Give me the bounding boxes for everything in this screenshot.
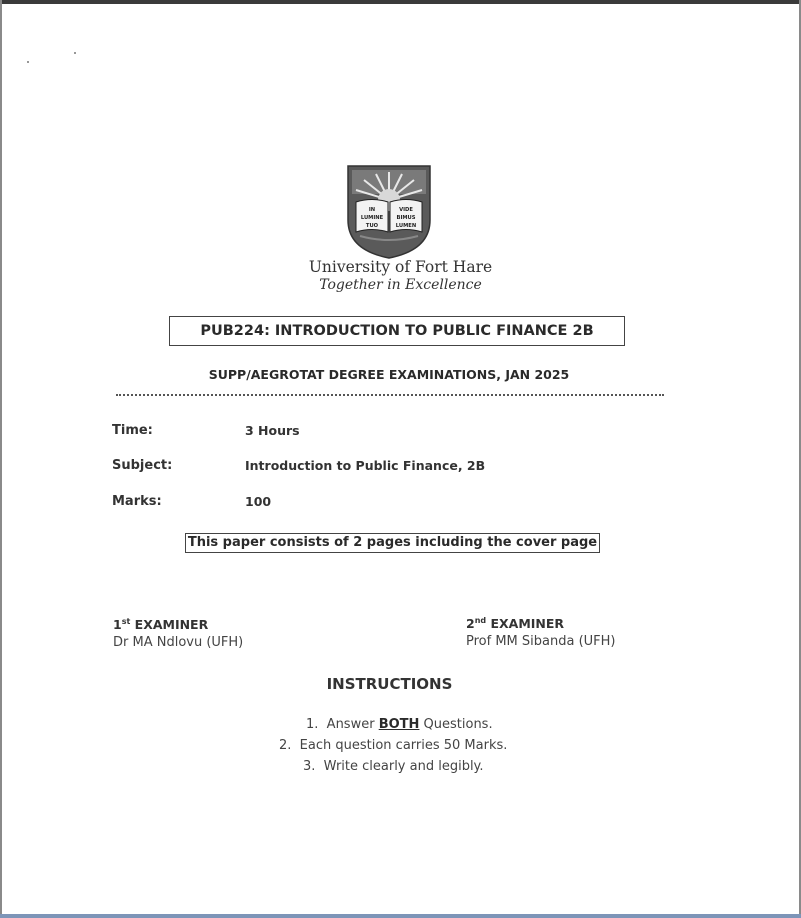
marks-label: Marks: [112, 494, 162, 509]
scan-speck [27, 61, 29, 63]
first-examiner-number: 1 [113, 617, 122, 633]
page-left-border [0, 0, 2, 918]
marks-value: 100 [245, 494, 272, 509]
first-examiner-label: EXAMINER [134, 617, 209, 633]
time-label: Time: [112, 423, 153, 438]
crest-text-in: IN [368, 207, 376, 213]
university-crest-logo [346, 164, 432, 260]
instruction-item [306, 717, 493, 732]
instruction-text: Each question carries 50 Marks. [299, 738, 508, 753]
instruction-text-post: Questions. [419, 717, 493, 732]
crest-text-vide: VIDE [399, 207, 413, 213]
first-examiner-ordinal: st [121, 617, 131, 626]
crest-text-lumine: LUMINE [360, 215, 384, 221]
instruction-number: 3. [303, 759, 316, 774]
first-examiner-title [113, 617, 208, 632]
first-examiner-name: Dr MA Ndlovu (UFH) [113, 635, 244, 650]
instruction-text-pre: Answer [326, 717, 379, 732]
instruction-number: 2. [279, 738, 292, 753]
subject-label: Subject: [112, 458, 173, 473]
university-name: University of Fort Hare [308, 258, 493, 276]
second-examiner-title [466, 616, 564, 631]
second-examiner-number: 2 [466, 616, 475, 632]
course-title-box: PUB224: INTRODUCTION TO PUBLIC FINANCE 2B [169, 316, 625, 346]
crest-text-tuo: TUO [365, 223, 379, 229]
university-motto: Together in Excellence [319, 277, 482, 293]
page-top-border [0, 0, 801, 4]
instruction-text: Write clearly and legibly. [323, 759, 484, 774]
dotted-divider [116, 394, 664, 396]
crest-text-bimus: BIMUS [396, 215, 416, 221]
instruction-number: 1. [306, 717, 319, 732]
crest-text-lumen: LUMEN [395, 223, 417, 229]
instruction-item [303, 759, 484, 774]
exam-title: SUPP/AEGROTAT DEGREE EXAMINATIONS, JAN 2025 [208, 367, 570, 382]
time-value: 3 Hours [245, 423, 300, 438]
instructions-title: INSTRUCTIONS [326, 675, 453, 693]
second-examiner-ordinal: nd [474, 616, 487, 625]
second-examiner-name: Prof MM Sibanda (UFH) [466, 634, 616, 649]
instruction-emphasis: BOTH [378, 717, 420, 732]
instruction-item [279, 738, 507, 753]
subject-value: Introduction to Public Finance, 2B [245, 458, 486, 473]
page-bottom-border [0, 914, 801, 918]
second-examiner-label: EXAMINER [490, 616, 565, 632]
pages-note-box: This paper consists of 2 pages including the cover page [185, 533, 600, 553]
scan-speck [74, 52, 76, 54]
